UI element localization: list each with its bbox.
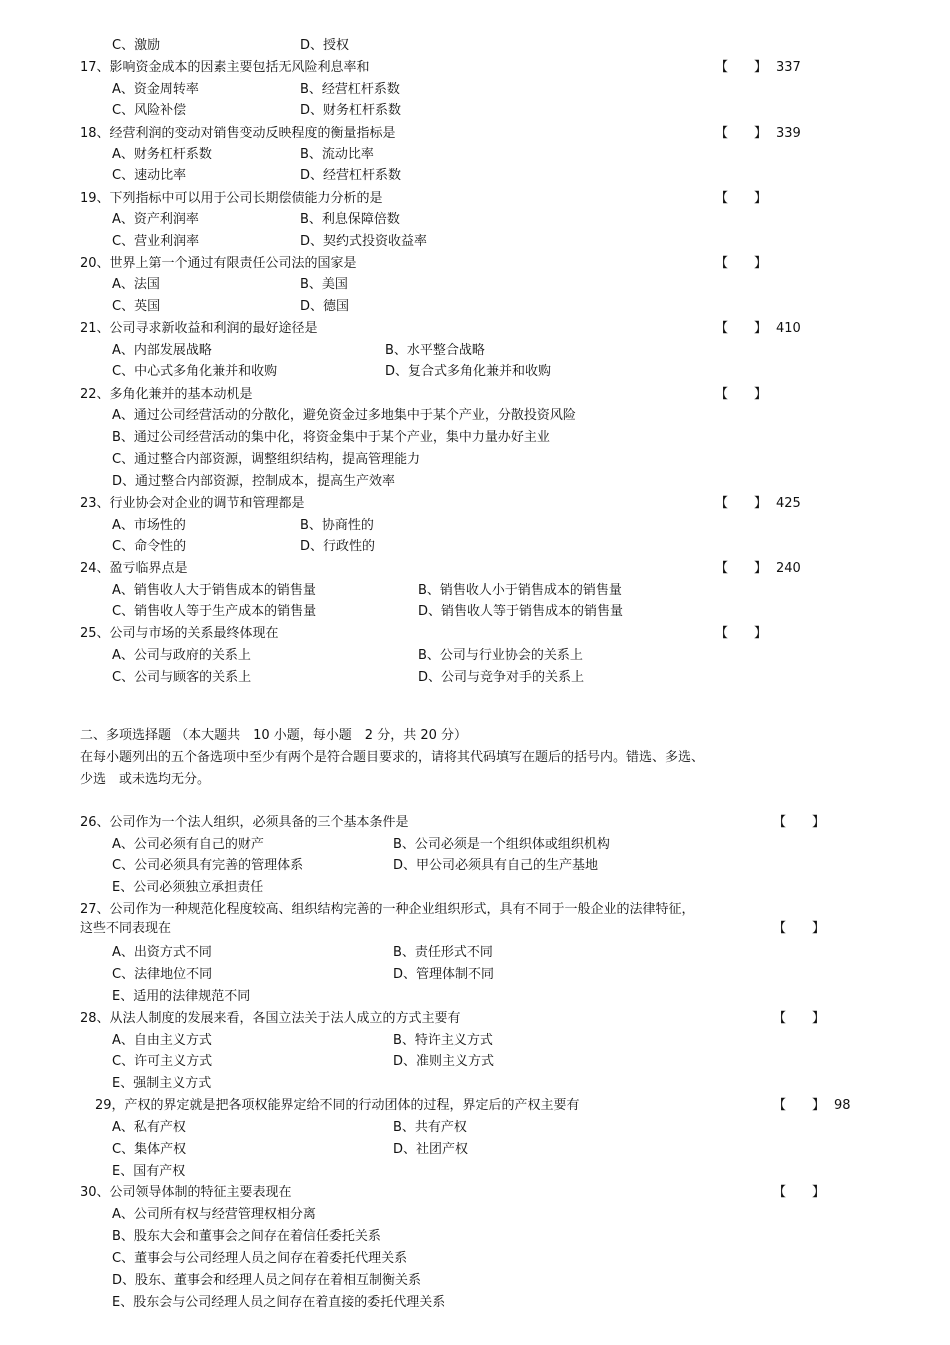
option-b: B、利息保障倍数 bbox=[300, 212, 400, 227]
option-d: D、公司与竞争对手的关系上 bbox=[418, 670, 585, 685]
option-b: B、股东大会和董事会之间存在着信任委托关系 bbox=[112, 1229, 381, 1244]
question-stem-continued: 这些不同表现在 bbox=[80, 921, 172, 936]
option-e: E、国有产权 bbox=[112, 1164, 186, 1179]
option-c: C、激励 bbox=[112, 38, 161, 53]
option-c: C、法律地位不同 bbox=[112, 967, 213, 982]
option-c: C、中心式多角化兼并和收购 bbox=[112, 364, 278, 379]
option-e: E、强制主义方式 bbox=[112, 1076, 212, 1091]
option-b: B、公司与行业协会的关系上 bbox=[418, 648, 583, 663]
answer-bracket: 【 】 bbox=[773, 815, 826, 830]
section-instructions: 在每小题列出的五个备选项中至少有两个是符合题目要求的，请将其代码填写在题后的括号内。错选、多选、 bbox=[80, 750, 705, 765]
option-b: B、协商性的 bbox=[300, 518, 374, 533]
option-a: A、销售收人大于销售成本的销售量 bbox=[112, 583, 316, 598]
option-b: B、流动比率 bbox=[300, 147, 374, 162]
option-e: E、适用的法律规范不同 bbox=[112, 989, 251, 1004]
question-stem: 19、下列指标中可以用于公司长期偿债能力分析的是 bbox=[80, 191, 383, 206]
option-d: D、行政性的 bbox=[300, 539, 376, 554]
option-a: A、公司与政府的关系上 bbox=[112, 648, 251, 663]
question-stem: 20、世界上第一个通过有限责任公司法的国家是 bbox=[80, 256, 357, 271]
option-d: D、股东、董事会和经理人员之间存在着相互制衡关系 bbox=[112, 1273, 422, 1288]
answer-bracket: 【 】 bbox=[715, 321, 768, 336]
option-d: D、经营杠杆系数 bbox=[300, 168, 402, 183]
option-a: A、公司必须有自己的财产 bbox=[112, 837, 264, 852]
section-title: 二、多项选择题 （本大题共 10 小题，每小题 2 分，共 20 分） bbox=[80, 728, 468, 743]
option-c: C、通过整合内部资源，调整组织结构，提高管理能力 bbox=[112, 452, 421, 467]
option-b: B、特许主义方式 bbox=[393, 1033, 493, 1048]
option-c: C、公司必须具有完善的管理体系 bbox=[112, 858, 304, 873]
answer-bracket: 【 】 bbox=[715, 387, 768, 402]
option-c: C、公司与顾客的关系上 bbox=[112, 670, 252, 685]
option-a: A、出资方式不同 bbox=[112, 945, 212, 960]
option-a: A、内部发展战略 bbox=[112, 343, 212, 358]
page-note: 425 bbox=[776, 496, 801, 511]
option-d: D、销售收人等于销售成本的销售量 bbox=[418, 604, 624, 619]
option-a: A、市场性的 bbox=[112, 518, 186, 533]
option-c: C、命令性的 bbox=[112, 539, 187, 554]
page-note: 98 bbox=[834, 1098, 851, 1113]
option-b: B、通过公司经营活动的集中化，将资金集中于某个产业，集中力量办好主业 bbox=[112, 430, 550, 445]
option-d: D、授权 bbox=[300, 38, 350, 53]
question-stem: 28、从法人制度的发展来看，各国立法关于法人成立的方式主要有 bbox=[80, 1011, 461, 1026]
question-stem: 29，产权的界定就是把各项权能界定给不同的行动团体的过程，界定后的产权主要有 bbox=[95, 1098, 580, 1113]
option-d: D、通过整合内部资源，控制成本，提高生产效率 bbox=[112, 474, 396, 489]
option-a: A、自由主义方式 bbox=[112, 1033, 212, 1048]
option-a: A、私有产权 bbox=[112, 1120, 186, 1135]
option-c: C、集体产权 bbox=[112, 1142, 187, 1157]
answer-bracket: 【 】 bbox=[715, 561, 768, 576]
option-b: B、共有产权 bbox=[393, 1120, 467, 1135]
option-c: C、销售收人等于生产成本的销售量 bbox=[112, 604, 317, 619]
question-stem: 22、多角化兼并的基本动机是 bbox=[80, 387, 253, 402]
option-c: C、英国 bbox=[112, 299, 161, 314]
question-stem: 25、公司与市场的关系最终体现在 bbox=[80, 626, 279, 641]
question-stem: 23、行业协会对企业的调节和管理都是 bbox=[80, 496, 305, 511]
option-b: B、美国 bbox=[300, 277, 348, 292]
option-d: D、契约式投资收益率 bbox=[300, 234, 428, 249]
option-a: A、财务杠杆系数 bbox=[112, 147, 212, 162]
answer-bracket: 【 】 bbox=[773, 921, 826, 936]
option-b: B、水平整合战略 bbox=[385, 343, 485, 358]
option-d: D、社团产权 bbox=[393, 1142, 469, 1157]
question-stem: 18、经营利润的变动对销售变动反映程度的衡量指标是 bbox=[80, 126, 396, 141]
option-a: A、资产利润率 bbox=[112, 212, 199, 227]
option-c: C、董事会与公司经理人员之间存在着委托代理关系 bbox=[112, 1251, 408, 1266]
answer-bracket: 【 】 bbox=[773, 1185, 826, 1200]
option-d: D、复合式多角化兼并和收购 bbox=[385, 364, 552, 379]
option-c: C、速动比率 bbox=[112, 168, 187, 183]
page-note: 339 bbox=[776, 126, 801, 141]
answer-bracket: 【 】 bbox=[773, 1098, 826, 1113]
answer-bracket: 【 】 bbox=[715, 496, 768, 511]
option-a: A、公司所有权与经营管理权相分离 bbox=[112, 1207, 316, 1222]
option-d: D、财务杠杆系数 bbox=[300, 103, 402, 118]
section-instructions: 少选 或未选均无分。 bbox=[80, 772, 211, 787]
option-b: B、责任形式不同 bbox=[393, 945, 493, 960]
option-a: A、通过公司经营活动的分散化，避免资金过多地集中于某个产业，分散投资风险 bbox=[112, 408, 576, 423]
answer-bracket: 【 】 bbox=[715, 256, 768, 271]
question-stem: 30、公司领导体制的特征主要表现在 bbox=[80, 1185, 292, 1200]
option-d: D、管理体制不同 bbox=[393, 967, 495, 982]
page-note: 337 bbox=[776, 60, 801, 75]
question-stem: 21、公司寻求新收益和利润的最好途径是 bbox=[80, 321, 318, 336]
question-stem: 24、盈亏临界点是 bbox=[80, 561, 188, 576]
page-note: 240 bbox=[776, 561, 801, 576]
answer-bracket: 【 】 bbox=[715, 126, 768, 141]
option-a: A、法国 bbox=[112, 277, 160, 292]
page-note: 410 bbox=[776, 321, 801, 336]
option-c: C、风险补偿 bbox=[112, 103, 187, 118]
question-stem: 27、公司作为一种规范化程度较高、组织结构完善的一种企业组织形式，具有不同于一般企业的法律特征， bbox=[80, 902, 695, 917]
answer-bracket: 【 】 bbox=[773, 1011, 826, 1026]
option-e: E、公司必须独立承担责任 bbox=[112, 880, 264, 895]
answer-bracket: 【 】 bbox=[715, 60, 768, 75]
option-e: E、股东会与公司经理人员之间存在着直接的委托代理关系 bbox=[112, 1295, 446, 1310]
answer-bracket: 【 】 bbox=[715, 626, 768, 641]
option-c: C、营业利润率 bbox=[112, 234, 200, 249]
option-b: B、经营杠杆系数 bbox=[300, 82, 400, 97]
question-stem: 26、公司作为一个法人组织，必须具备的三个基本条件是 bbox=[80, 815, 409, 830]
option-c: C、许可主义方式 bbox=[112, 1054, 213, 1069]
option-d: D、甲公司必须具有自己的生产基地 bbox=[393, 858, 599, 873]
answer-bracket: 【 】 bbox=[715, 191, 768, 206]
option-d: D、德国 bbox=[300, 299, 350, 314]
option-b: B、公司必须是一个组织体或组织机构 bbox=[393, 837, 610, 852]
option-a: A、资金周转率 bbox=[112, 82, 199, 97]
option-b: B、销售收人小于销售成本的销售量 bbox=[418, 583, 622, 598]
question-stem: 17、影响资金成本的因素主要包括无风险利息率和 bbox=[80, 60, 370, 75]
option-d: D、准则主义方式 bbox=[393, 1054, 495, 1069]
